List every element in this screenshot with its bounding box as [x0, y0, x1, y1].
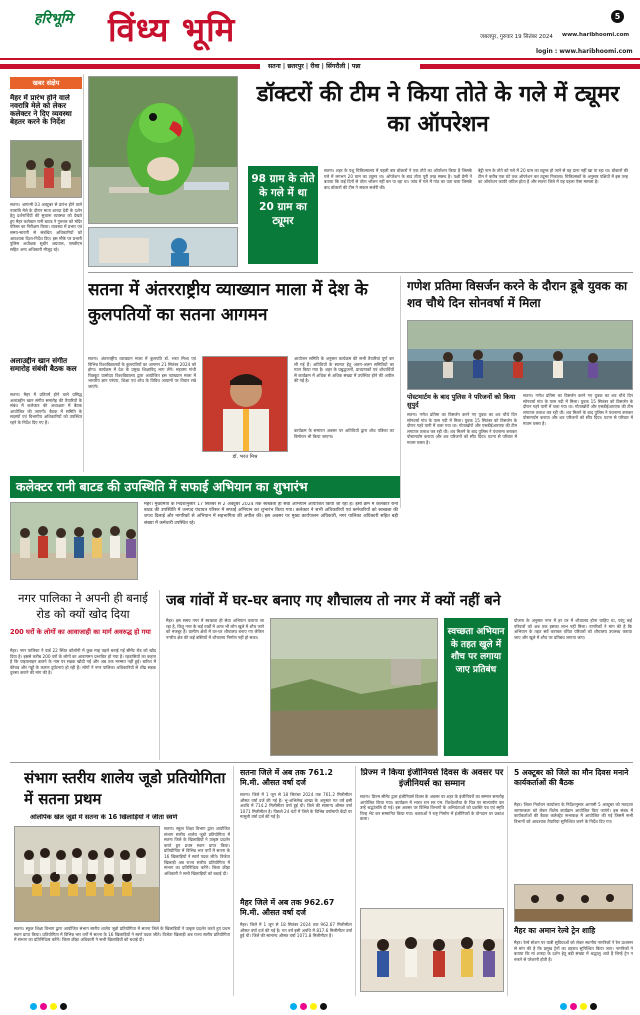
lecture-body-3: कार्यक्रम के समापन अवसर पर अतिथियों द्वारा शोध पत्रिका का विमोचन भी किया जाएगा। [294, 428, 394, 439]
lecture-body-2-col: आयोजन समिति के अनुसार कार्यक्रम की सभी तैयारियां पूर्ण कर ली गई हैं। अतिथियों के स्वागत हेतु अलग-अलग समितियों का गठन किया गया है। शहर के प्रबुद्धजनों, प्राध्यापकों एवं शोधार्थियों से कार्यक्रम में अधिक से अधिक संख्या में उपस्थित होने की अपील की गई है। [294, 356, 394, 384]
sidebar-tag: खबर संक्षेप [10, 77, 82, 89]
district-bar [0, 61, 640, 72]
registration-dot [310, 1003, 317, 1010]
rain-body-2: मैहर। जिले में 1 जून से 18 सितंबर 2024 तक 962.67 मिलीमीटर औसत वर्षा दर्ज की गई है। गत वर्ष इसी अवधि में 817.6 मिलीमीटर वर्षा हुई थी। जिले की सामान्य औसत वर्षा 1071.8 मिलीमीटर है। [240, 922, 352, 939]
toilet-body-2: योजना के अनुसार नगर में हर घर में शौचालय होना चाहिए था, परंतु कई परिवारों को अब तक इसका लाभ नहीं मिला। नागरिकों ने मांग की है कि अभियान के तहत सर्वे कराकर वंचित परिवारों को शौचालय उपलब्ध कराया जाए और खुले में शौच पर प्रतिबंध लगाया जाए। [514, 618, 632, 640]
rain-headline-1: सतना जिले में अब तक 761.2 मि.मी. औसत वर्षा दर्ज [240, 768, 333, 787]
lead-body-1: सतना। शहर के पशु चिकित्सालय में पहली बार डॉक्टरों ने एक तोते का ऑपरेशन किया है जिसके गले में लगभग 20 ग्राम का ट्यूमर था। ऑपरेशन के बाद तोता पूरी तरह स्वस्थ है। पक्षी प्रेमी ने बताया कि कई दिनों से तोता भोजन नहीं कर पा रहा था। जांच में गले में गांठ का पता चला जिसके बाद डॉक्टरों की टीम ने सफल सर्जरी की। [324, 168, 472, 190]
river-photo [408, 321, 633, 390]
registration-dot [60, 1003, 67, 1010]
masthead-title: विंध्य भूमि [108, 10, 236, 49]
cleanliness-photo [10, 502, 138, 580]
judo-team-photo [15, 827, 160, 922]
engineers-stage-photo [361, 909, 504, 992]
vc-portrait [203, 357, 288, 452]
surgery-photo [89, 228, 238, 267]
color-registration-left [30, 1003, 67, 1010]
sidebar [10, 74, 84, 472]
cleanliness-story [10, 476, 400, 584]
rain-story [240, 766, 356, 996]
toilet-body-1: मैहर। इस समय नगर में स्वच्छता ही सेवा अभियान चलाया जा रहा है, किंतु नगर के कई वार्डों में आज भी लोग खुले में शौच जाने को मजबूर हैं। ग्रामीण क्षेत्रों में घर-घर शौचालय बनाए गए लेकिन नगरीय क्षेत्र की कई बस्तियों में शौचालय निर्माण नहीं हो सका। [166, 618, 264, 640]
ganesh-headline: गणेश प्रतिमा विसर्जन करने के दौरान डूबे युवक का शव चौथे दिन सोनवर्षा में मिला [407, 279, 628, 310]
road-story [10, 590, 160, 760]
toilet-story [166, 590, 633, 760]
divider-1 [88, 272, 633, 273]
right-headline-2: मैहर का अमान रेल्वे ट्रेन शाहि [514, 926, 596, 935]
judo-subhead: ओलंपिक खेल जूडो में सतना के 16 खिलाड़ियों ने जीता स्वर्ण [30, 814, 178, 821]
registration-dot [50, 1003, 57, 1010]
right-photo [514, 884, 633, 922]
engineers-headline: प्रिज्म ने किया इंजीनियर्स दिवस के अवसर पर इंजीनियर्स का सम्मान [360, 768, 504, 789]
ganesh-story [400, 276, 633, 508]
road-subhead: 200 घरों के लोगों का आवाजाही का मार्ग अवरुद्ध हो गया [10, 628, 151, 636]
judo-photo [14, 826, 160, 922]
lead-photo-2 [88, 227, 238, 267]
sidebar-body-1: सतना। आगामी 03 अक्टूबर से प्रारंभ होने वाले नवरात्रि मेले के दौरान माता शारदा देवी के दर्शन हेतु दर्शनार्थियों की सुचारू व्यवस्था को देखते हुए मैहर कलेक्टर रानी बाटड ने गुरुवार को मंदिर परिसर का निरीक्षण किया। व्यवस्था में प्रभार एवं समय-सारणी से संबंधित अधिकारियों को आवश्यक दिशा-निर्देश दिए। इस मौके पर प्रभारी पुलिस अधीक्षक सुधीर अग्रवाल, एसडीएम सहित अन्य अधिकारी मौजूद रहे। [10, 202, 82, 252]
lead-callout: 98 ग्राम के तोते के गले में था 20 ग्राम का ट्यूमर [248, 166, 318, 264]
judo-headline: संभाग स्तरीय शालेय जूडो प्रतियोगिता में सतना प्रथम [24, 769, 226, 808]
registration-dot [40, 1003, 47, 1010]
district-list: सतना | छतरपुर | रीवा | सिंगरौली | पन्ना [268, 63, 361, 70]
district-bar-right [420, 64, 640, 69]
sidebar-headline-1: मैहर में प्रारंभ होने वाले नवरात्रि मेले को लेकर कलेक्टर ने दिए व्यवस्था बेहतर करने के निर्देश [10, 94, 72, 127]
lead-story [88, 74, 633, 270]
edition-date: जबलपुर, गुरुवार 19 सितंबर 2024 [480, 34, 553, 40]
registration-dot [290, 1003, 297, 1010]
right-headline-1: 5 अक्टूबर को जिले का मौन दिवस मनाने कार्यकर्ताओं की बैठक [514, 768, 629, 787]
right-body-2: मैहर। रेल्वे स्टेशन पर यात्री सुविधाओं को लेकर स्थानीय नागरिकों ने रेल प्रशासन से मांग की है कि प्रमुख ट्रेनों का ठहराव सुनिश्चित किया जाए। नागरिकों ने बताया कि मां शारदा के दर्शन हेतु बड़ी संख्या में श्रद्धालु आते हैं जिन्हें ट्रेन न रुकने से परेशानी होती है। [514, 940, 633, 962]
lecture-photo-caption: डॉ. भरत मिश्र [232, 454, 258, 460]
login-link[interactable]: login : www.haribhoomi.com [536, 48, 633, 55]
lecture-headline: सतना में अंतरराष्ट्रीय व्याख्यान माला में देश के कुलपतियों का सतना आगमन [88, 280, 368, 325]
judo-story [10, 766, 234, 996]
registration-dot [590, 1003, 597, 1010]
engineers-photo [360, 908, 504, 992]
lecture-photo [202, 356, 288, 452]
parrot-photo [89, 77, 238, 224]
toilet-headline: जब गांवों में घर-घर बनाए गए शौचालय तो नगर में क्यों नहीं बने [166, 593, 501, 609]
district-bar-left [0, 64, 260, 69]
lead-body-2: बेट्टी नाम के तोते को गले में 20 ग्राम का ट्यूमर हो जाने से वह दाना नहीं खा पा रहा था। डॉक्टरों की टीम ने करीब एक घंटे तक ऑपरेशन कर ट्यूमर निकाला। चिकित्सकों के अनुसार पक्षियों में इस तरह का ऑपरेशन काफी जटिल होता है और सतना जिले में यह पहला ऐसा मामला है। [478, 168, 628, 185]
meeting-photo [515, 885, 633, 922]
road-body: मैहर। नगर पालिका ने वार्ड 22 स्थित कॉलोनी में कुछ माह पहले बनाई गई सीमेंट रोड को खोद दिया है। इससे करीब 200 घरों के लोगों का आवागमन प्रभावित हो गया है। रहवासियों का कहना है कि पाइपलाइन डालने के नाम पर सड़क खोदी गई और अब तक मरम्मत नहीं हुई। बारिश में कीचड़ और गड्ढों के कारण दुर्घटनाएं हो रही हैं। लोगों ने नगर पालिका अधिकारियों से शीघ्र सड़क दुरुस्त कराने की मांग की है। [10, 648, 156, 676]
registration-dot [320, 1003, 327, 1010]
cleanliness-body: मैहर। मुख्यमंत्री के निर्देशानुसार 17 सितंबर से 2 अक्टूबर 2024 तक स्वच्छता ही सेवा अभियान आयोजित किया जा रहा है। इसी क्रम में कलेक्टर रानी बाटड की उपस्थिति में जनपद पंचायत परिसर में सफाई अभियान का शुभारंभ किया गया। कलेक्टर ने सभी अधिकारियों एवं कर्मचारियों को स्वच्छता की शपथ दिलाई और नागरिकों से अभियान में सहभागिता की अपील की। इस अवसर पर मुख्य कार्यपालन अधिकारी, नगर पालिका अधिकारी सहित बड़ी संख्या में कर्मचारी उपस्थित रहे। [144, 502, 398, 526]
engineers-body: सतना। प्रिज्म सीमेंट द्वारा इंजीनियर्स दिवस के अवसर पर शहर के इंजीनियरों का सम्मान समारोह आयोजित किया गया। कार्यक्रम में भारत रत्न सर एम. विश्वेश्वरैया के चित्र पर माल्यार्पण कर उन्हें श्रद्धांजलि दी गई। इस अवसर पर विभिन्न विभागों के अभियंताओं को प्रशस्ति पत्र एवं स्मृति चिन्ह भेंट कर सम्मानित किया गया। वक्ताओं ने राष्ट्र निर्माण में इंजीनियरों के योगदान पर प्रकाश डाला। [360, 794, 504, 822]
registration-dot [570, 1003, 577, 1010]
lead-photo [88, 76, 238, 224]
brand-logo: हरिभूमि [34, 11, 73, 27]
right-body-1: मैहर। जिला निर्वाचन कार्यालय के निर्देशानुसार आगामी 5 अक्टूबर को मतदाता जागरूकता को लेकर विशेष कार्यक्रम आयोजित किए जाएंगे। इस संबंध में कार्यकर्ताओं की बैठक कलेक्ट्रेट सभाकक्ष में आयोजित की गई जिसमें सभी विभागों को आवश्यक तैयारियां सुनिश्चित करने के निर्देश दिए गए। [514, 802, 633, 824]
divider-2 [10, 762, 633, 763]
toilet-photo [270, 618, 438, 756]
cleanliness-group-photo [11, 503, 138, 580]
ganesh-caption: पोस्टमार्टम के बाद पुलिस ने परिजनों को किया सुपुर्द [407, 393, 516, 409]
lecture-body-1: सतना। अंतरराष्ट्रीय व्याख्यान माला में कुलपति डॉ. भरत मिश्रा एवं विभिन्न विश्वविद्यालयों के कुलपतियों का आगमन 21 सितंबर 2024 को होगा। कार्यक्रम में देश के प्रमुख शिक्षाविद् भाग लेंगे। महात्मा गांधी चित्रकूट ग्रामोदय विश्वविद्यालय द्वारा आयोजित इस व्याख्यान माला में भारतीय ज्ञान परंपरा, शिक्षा एवं शोध के विविध आयामों पर विचार रखे जाएंगे। [88, 356, 196, 389]
masthead-rule [0, 58, 640, 60]
sidebar-headline-2: अलाउद्दीन खान संगीत समारोह संबंधी बैठक कल [10, 357, 77, 374]
right-column [514, 766, 633, 996]
color-registration-right [560, 1003, 597, 1010]
website: www.haribhoomi.com [562, 32, 630, 38]
engineers-story [360, 766, 508, 996]
registration-dot [560, 1003, 567, 1010]
rain-headline-2: मैहर जिले में अब तक 962.67 मि.मी. औसत वर्षा दर्ज [240, 898, 335, 917]
sidebar-body-2: सतना। मैहर में प्रतिवर्ष होने वाले प्रसिद्ध अलाउद्दीन खान संगीत समारोह की तैयारियों के संबंध में कलेक्टर की अध्यक्षता में बैठक आयोजित की जाएगी। बैठक में समिति के सदस्यों एवं विभागीय अधिकारियों को उपस्थित रहने के निर्देश दिए गए हैं। [10, 392, 82, 425]
masthead [0, 0, 640, 72]
registration-dot [580, 1003, 587, 1010]
field-photo [271, 619, 438, 756]
judo-body-cont: सतना। स्कूल शिक्षा विभाग द्वारा आयोजित संभाग स्तरीय शालेय जूडो प्रतियोगिता में सतना जिले के खिलाड़ियों ने उत्कृष्ट प्रदर्शन करते हुए प्रथम स्थान प्राप्त किया। प्रतियोगिता में विभिन्न भार वर्गों में सतना के 16 खिलाड़ियों ने स्वर्ण पदक जीते। विजेता खिलाड़ी अब राज्य स्तरीय प्रतियोगिता में संभाग का प्रतिनिधित्व करेंगे। जिला क्रीड़ा अधिकारी ने सभी खिलाड़ियों को बधाई दी। [14, 926, 230, 943]
registration-dot [30, 1003, 37, 1010]
registration-dot [300, 1003, 307, 1010]
lead-headline: डॉक्टरों की टीम ने किया तोते के गले में ट्यूमर का ऑपरेशन [256, 82, 620, 137]
judo-body: सतना। स्कूल शिक्षा विभाग द्वारा आयोजित संभाग स्तरीय शालेय जूडो प्रतियोगिता में सतना जिले के खिलाड़ियों ने उत्कृष्ट प्रदर्शन करते हुए प्रथम स्थान प्राप्त किया। प्रतियोगिता में विभिन्न भार वर्गों में सतना के 16 खिलाड़ियों ने स्वर्ण पदक जीते। विजेता खिलाड़ी अब राज्य स्तरीय प्रतियोगिता में संभाग का प्रतिनिधित्व करेंगे। जिला क्रीड़ा अधिकारी ने सभी खिलाड़ियों को बधाई दी। [164, 826, 230, 876]
footer [0, 1000, 640, 1015]
toilet-callout: स्वच्छता अभियान के तहत खुले में शौच पर लगाया जाए प्रतिबंध [444, 618, 508, 756]
page-number: 5 [611, 10, 624, 23]
ganesh-body-cont: सतना। गणेश प्रतिमा का विसर्जन करने गए युवक का शव चौथे दिन सोनवर्षा गांव के पास नदी में मिला। युवक 15 सितंबर को विसर्जन के दौरान गहरे पानी में चला गया था। गोताखोरों और एसडीईआरएफ की टीम लगातार तलाश कर रही थी। शव मिलने के बाद पुलिस ने पंचनामा बनाकर पोस्टमार्टम कराया और शव परिजनों को सौंप दिया। घटना से परिवार में मातम पसरा है। [523, 393, 633, 426]
cleanliness-headline: कलेक्टर रानी बाटड की उपस्थिति में सफाई अभियान का शुभारंभ [10, 476, 400, 498]
sidebar-photo-1-image [11, 141, 82, 198]
sidebar-photo-1 [10, 140, 82, 198]
color-registration-center [290, 1003, 327, 1010]
ganesh-photo [407, 320, 633, 390]
rain-body-1: सतना। जिले में 1 जून से 18 सितंबर 2024 तक 761.2 मिलीमीटर औसत वर्षा दर्ज की गई है। भू-अभिलेख शाखा के अनुसार गत वर्ष इसी अवधि में 714.2 मिलीमीटर वर्षा हुई थी। जिले की सामान्य औसत वर्षा 1071 मिलीमीटर है। पिछले 24 घंटों में जिले के विभिन्न वर्षामापी केंद्रों पर मामूली वर्षा दर्ज की गई है। [240, 792, 352, 820]
road-headline: नगर पालिका ने अपनी ही बनाई रोड को क्यों खोद दिया [18, 591, 148, 621]
ganesh-body: सतना। गणेश प्रतिमा का विसर्जन करने गए युवक का शव चौथे दिन सोनवर्षा गांव के पास नदी में मिला। युवक 15 सितंबर को विसर्जन के दौरान गहरे पानी में चला गया था। गोताखोरों और एसडीईआरएफ की टीम लगातार तलाश कर रही थी। शव मिलने के बाद पुलिस ने पंचनामा बनाकर पोस्टमार्टम कराया और शव परिजनों को सौंप दिया। घटना से परिवार में मातम पसरा है। [407, 412, 517, 445]
